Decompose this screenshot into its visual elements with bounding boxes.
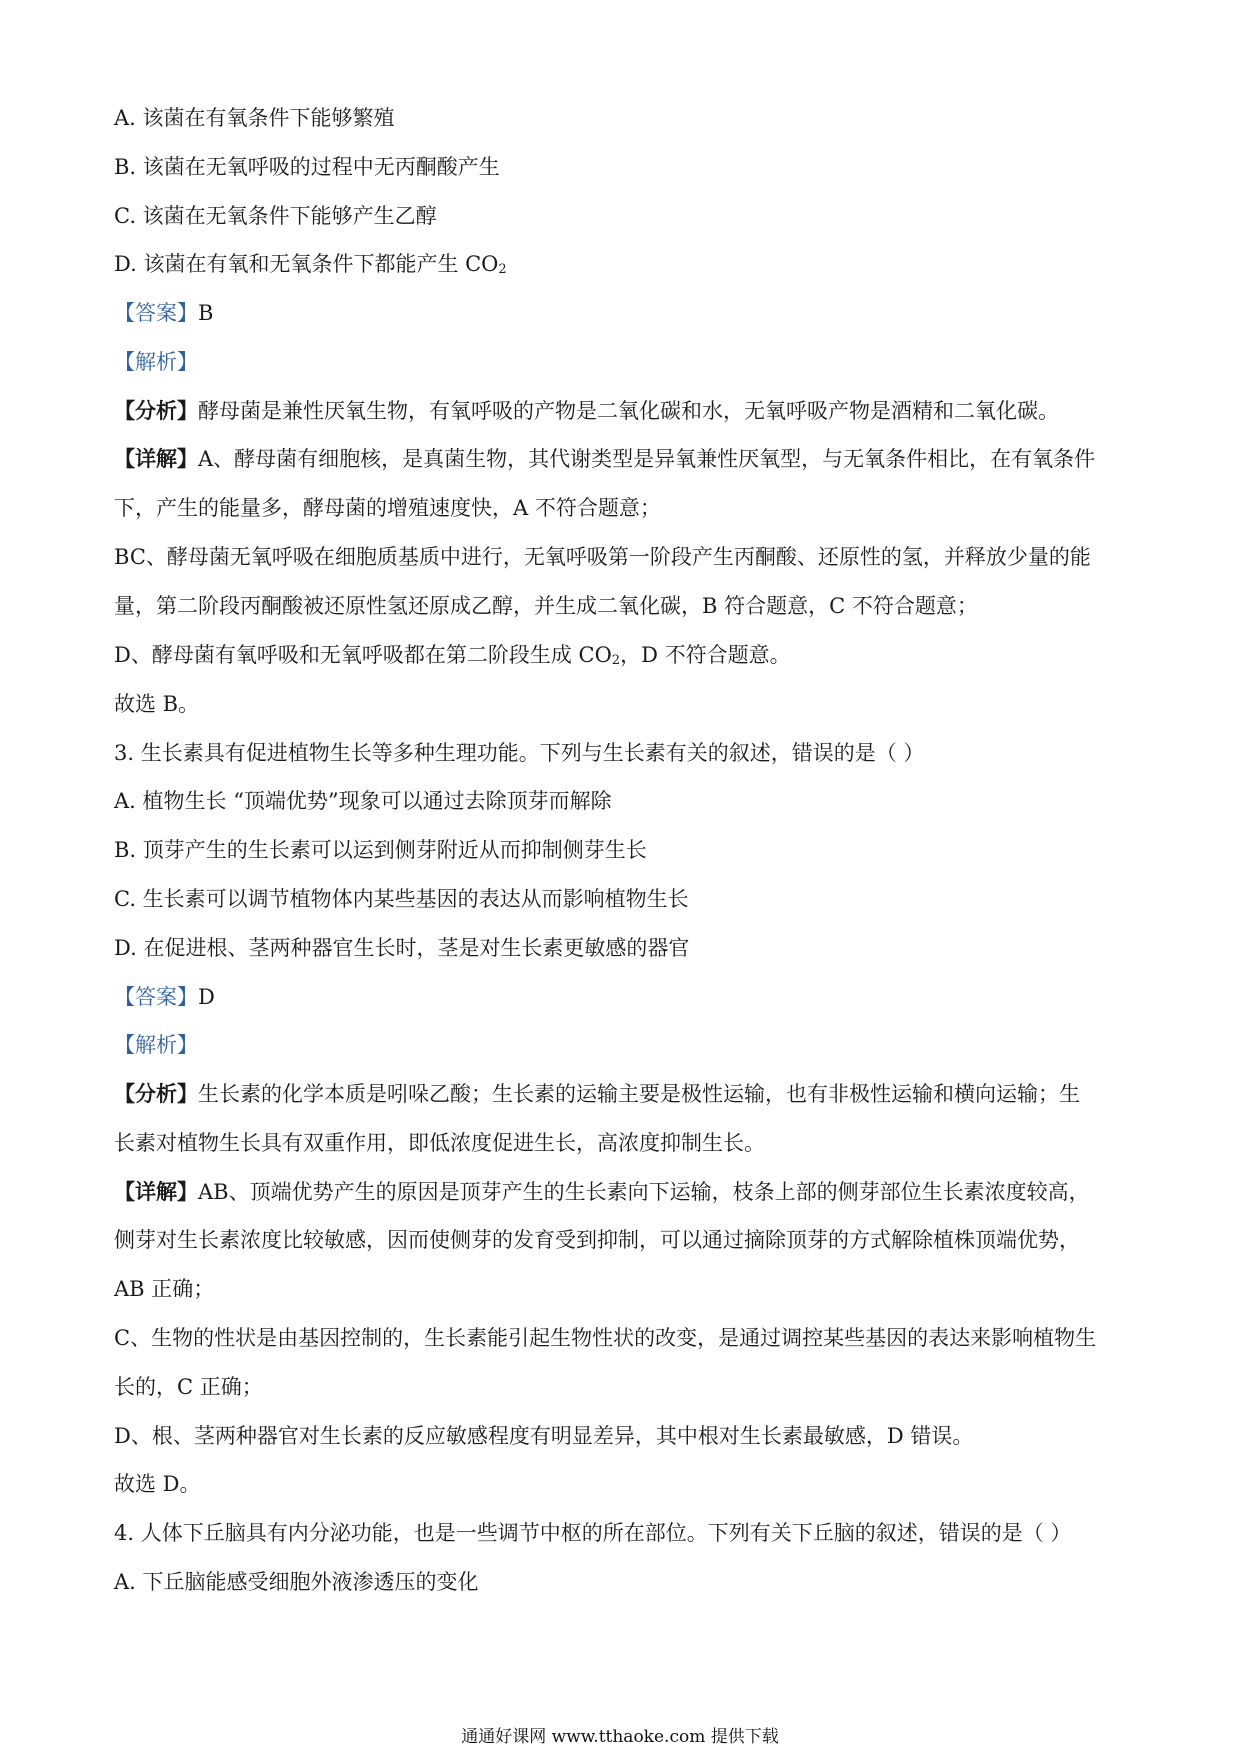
q3-option-c: C. 生长素可以调节植物体内某些基因的表达从而影响植物生长 (114, 887, 689, 911)
q3-answer: 【答案】D (114, 985, 215, 1009)
q3-fenxi-2: 长素对植物生长具有双重作用，即低浓度促进生长，高浓度抑制生长。 (114, 1131, 765, 1155)
q2-xiangjie-1: 【详解】A、酵母菌有细胞核，是真菌生物，其代谢类型是异氧兼性厌氧型，与无氧条件相比，在有氧条件 (114, 446, 1096, 471)
q3-stem: 3. 生长素具有促进植物生长等多种生理功能。下列与生长素有关的叙述，错误的是（ ） (114, 741, 925, 765)
q3-conclusion: 故选 D。 (114, 1472, 201, 1496)
q3-xiangjie-2: 侧芽对生长素浓度比较敏感，因而使侧芽的发育受到抑制，可以通过摘除顶芽的方式解除植株顶端优势， (114, 1228, 1080, 1252)
q2-xiangjie-3: BC、酵母菌无氧呼吸在细胞质基质中进行，无氧呼吸第一阶段产生丙酮酸、还原性的氢，并释放少量的能 (114, 545, 1091, 569)
q2-answer: 【答案】B (114, 301, 214, 325)
q3-xiangjie-5: 长的，C 正确； (114, 1375, 263, 1399)
q3-option-d: D. 在促进根、茎两种器官生长时，茎是对生长素更敏感的器官 (114, 936, 690, 960)
q2-xiangjie-2: 下，产生的能量多，酵母菌的增殖速度快，A 不符合题意； (114, 496, 661, 520)
q2-option-c: C. 该菌在无氧条件下能够产生乙醇 (114, 204, 437, 228)
q2-analysis-heading: 【解析】 (114, 350, 198, 374)
q3-fenxi-1: 【分析】生长素的化学本质是吲哚乙酸；生长素的运输主要是极性运输，也有非极性运输和横向运输；生 (114, 1081, 1080, 1106)
page-footer: 通通好课网 www.tthaoke.com 提供下载 (461, 1727, 779, 1747)
q3-xiangjie-3: AB 正确； (114, 1277, 215, 1301)
q3-analysis-heading: 【解析】 (114, 1033, 198, 1057)
q2-option-b: B. 该菌在无氧呼吸的过程中无丙酮酸产生 (114, 155, 500, 179)
q2-conclusion: 故选 B。 (114, 692, 200, 716)
q3-xiangjie-1: 【详解】AB、顶端优势产生的原因是顶芽产生的生长素向下运输，枝条上部的侧芽部位生长素浓度较高， (114, 1179, 1090, 1204)
q2-option-d: D. 该菌在有氧和无氧条件下都能产生 $CO_2$ (114, 252, 507, 277)
q2-xiangjie-5: D、酵母菌有氧呼吸和无氧呼吸都在第二阶段生成 $CO_2$，D 不符合题意。 (114, 643, 791, 668)
q3-option-b: B. 顶芽产生的生长素可以运到侧芽附近从而抑制侧芽生长 (114, 838, 647, 862)
q3-option-a: A. 植物生长 “顶端优势”现象可以通过去除顶芽而解除 (114, 789, 612, 813)
q2-option-a: A. 该菌在有氧条件下能够繁殖 (114, 106, 395, 130)
q3-xiangjie-6: D、根、茎两种器官对生长素的反应敏感程度有明显差异，其中根对生长素最敏感，D 错误。 (114, 1424, 974, 1448)
q2-xiangjie-4: 量，第二阶段丙酮酸被还原性氢还原成乙醇，并生成二氧化碳，B 符合题意，C 不符合题意； (114, 594, 978, 618)
q2-fenxi: 【分析】酵母菌是兼性厌氧生物，有氧呼吸的产物是二氧化碳和水，无氧呼吸产物是酒精和二氧化碳。 (114, 398, 1059, 423)
q4-option-a: A. 下丘脑能感受细胞外液渗透压的变化 (114, 1570, 479, 1594)
q3-xiangjie-4: C、生物的性状是由基因控制的，生长素能引起生物性状的改变，是通过调控某些基因的表达来影响植物生 (114, 1326, 1097, 1350)
q4-stem: 4. 人体下丘脑具有内分泌功能，也是一些调节中枢的所在部位。下列有关下丘脑的叙述，错误的是（ ） (114, 1521, 1072, 1545)
